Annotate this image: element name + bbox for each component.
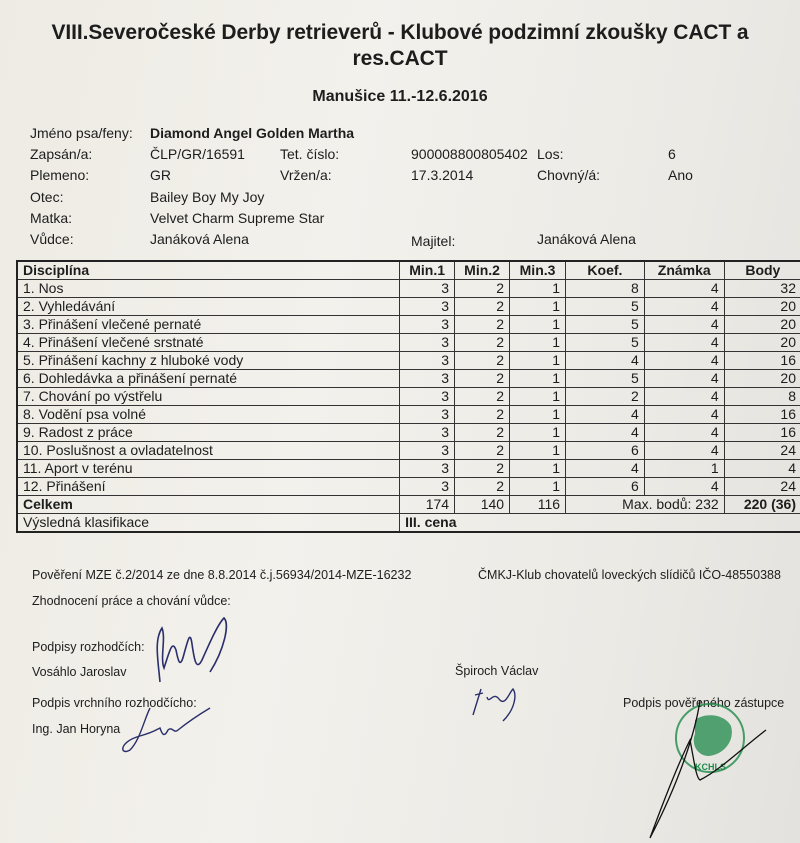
koef-cell: 4 bbox=[566, 460, 645, 478]
min1-cell: 3 bbox=[400, 352, 455, 370]
min3-cell: 1 bbox=[510, 352, 566, 370]
discipline-cell: 5. Přinášení kachny z hluboké vody bbox=[17, 352, 400, 370]
min1-cell: 3 bbox=[400, 406, 455, 424]
koef-cell: 5 bbox=[566, 316, 645, 334]
discipline-cell: 12. Přinášení bbox=[17, 478, 400, 496]
header-koef: Koef. bbox=[566, 261, 645, 280]
znamka-cell: 4 bbox=[644, 478, 724, 496]
breed-value: GR bbox=[150, 167, 171, 183]
total-min3: 116 bbox=[510, 496, 566, 514]
name-label: Jméno psa/feny: bbox=[30, 125, 133, 141]
min1-cell: 3 bbox=[400, 280, 455, 298]
header-min1: Min.1 bbox=[400, 261, 455, 280]
discipline-cell: 1. Nos bbox=[17, 280, 400, 298]
chief-judge-name: Ing. Jan Horyna bbox=[32, 722, 121, 736]
judge-2-signature bbox=[465, 675, 545, 725]
header-body: Body bbox=[724, 261, 800, 280]
znamka-cell: 1 bbox=[644, 460, 724, 478]
body-cell: 24 bbox=[724, 442, 800, 460]
table-header-row bbox=[17, 261, 800, 280]
table-row bbox=[17, 478, 800, 496]
min1-cell: 3 bbox=[400, 460, 455, 478]
owner-label: Majitel: bbox=[411, 233, 456, 249]
total-row bbox=[17, 496, 800, 514]
min2-cell: 2 bbox=[455, 316, 510, 334]
koef-cell: 4 bbox=[566, 424, 645, 442]
table-row bbox=[17, 406, 800, 424]
min1-cell: 3 bbox=[400, 442, 455, 460]
min1-cell: 3 bbox=[400, 388, 455, 406]
representative-label: Podpis pověřeného zástupce bbox=[623, 696, 785, 710]
min3-cell: 1 bbox=[510, 442, 566, 460]
classification-value: III. cena bbox=[400, 514, 800, 533]
koef-cell: 4 bbox=[566, 406, 645, 424]
discipline-cell: 3. Přinášení vlečené pernaté bbox=[17, 316, 400, 334]
lot-value: 6 bbox=[668, 146, 676, 162]
name-value: Diamond Angel Golden Martha bbox=[150, 125, 355, 141]
max-points: Max. bodů: 232 bbox=[566, 496, 725, 514]
evaluation-label: Zhodnocení práce a chování vůdce: bbox=[32, 594, 231, 608]
classification-label: Výsledná klasifikace bbox=[17, 514, 400, 533]
koef-cell: 2 bbox=[566, 388, 645, 406]
discipline-cell: 11. Aport v terénu bbox=[17, 460, 400, 478]
mother-value: Velvet Charm Supreme Star bbox=[150, 210, 325, 226]
min2-cell: 2 bbox=[455, 478, 510, 496]
document-subtitle: Manušice 11.-12.6.2016 bbox=[312, 88, 488, 105]
min3-cell: 1 bbox=[510, 478, 566, 496]
judge-2-name: Špiroch Václav bbox=[455, 664, 539, 678]
representative-signature bbox=[640, 700, 770, 843]
title-line-2: res.CACT bbox=[352, 47, 448, 70]
header-min2: Min.2 bbox=[455, 261, 510, 280]
koef-cell: 5 bbox=[566, 298, 645, 316]
handler-label: Vůdce: bbox=[30, 231, 74, 247]
min1-cell: 3 bbox=[400, 298, 455, 316]
table-row bbox=[17, 460, 800, 478]
registered-label: Zapsán/a: bbox=[30, 146, 93, 162]
min1-cell: 3 bbox=[400, 334, 455, 352]
table-row bbox=[17, 442, 800, 460]
lot-label: Los: bbox=[537, 146, 564, 162]
znamka-cell: 4 bbox=[644, 298, 724, 316]
min3-cell: 1 bbox=[510, 388, 566, 406]
min1-cell: 3 bbox=[400, 316, 455, 334]
min2-cell: 2 bbox=[455, 424, 510, 442]
znamka-cell: 4 bbox=[644, 316, 724, 334]
body-cell: 20 bbox=[724, 316, 800, 334]
discipline-cell: 8. Vodění psa volné bbox=[17, 406, 400, 424]
title-line-1: VIII.Severočeské Derby retrieverů - Klubové podzimní zkoušky CACT a bbox=[51, 21, 749, 44]
min3-cell: 1 bbox=[510, 460, 566, 478]
min3-cell: 1 bbox=[510, 406, 566, 424]
koef-cell: 4 bbox=[566, 352, 645, 370]
min2-cell: 2 bbox=[455, 388, 510, 406]
min2-cell: 2 bbox=[455, 334, 510, 352]
discipline-cell: 4. Přinášení vlečené srstnaté bbox=[17, 334, 400, 352]
min1-cell: 3 bbox=[400, 424, 455, 442]
mother-label: Matka: bbox=[30, 210, 73, 226]
body-cell: 8 bbox=[724, 388, 800, 406]
authorization-text: Pověření MZE č.2/2014 ze dne 8.8.2014 č.j.56934/2014-MZE-16232 bbox=[32, 568, 412, 582]
znamka-cell: 4 bbox=[644, 370, 724, 388]
handler-value: Janáková Alena bbox=[150, 231, 249, 247]
min3-cell: 1 bbox=[510, 334, 566, 352]
total-min1: 174 bbox=[400, 496, 455, 514]
discipline-cell: 10. Poslušnost a ovladatelnost bbox=[17, 442, 400, 460]
breed-label: Plemeno: bbox=[30, 167, 90, 183]
table-row bbox=[17, 316, 800, 334]
body-cell: 20 bbox=[724, 370, 800, 388]
classification-row bbox=[17, 514, 800, 533]
total-min2: 140 bbox=[455, 496, 510, 514]
score-table bbox=[16, 260, 800, 533]
discipline-cell: 7. Chování po výstřelu bbox=[17, 388, 400, 406]
table-row bbox=[17, 388, 800, 406]
min2-cell: 2 bbox=[455, 406, 510, 424]
table-row bbox=[17, 370, 800, 388]
father-label: Otec: bbox=[30, 189, 64, 205]
min3-cell: 1 bbox=[510, 316, 566, 334]
body-cell: 16 bbox=[724, 406, 800, 424]
body-cell: 4 bbox=[724, 460, 800, 478]
koef-cell: 5 bbox=[566, 334, 645, 352]
born-value: 17.3.2014 bbox=[411, 167, 474, 183]
body-cell: 32 bbox=[724, 280, 800, 298]
koef-cell: 6 bbox=[566, 478, 645, 496]
min1-cell: 3 bbox=[400, 478, 455, 496]
judge-1-name: Vosáhlo Jaroslav bbox=[32, 665, 127, 679]
koef-cell: 8 bbox=[566, 280, 645, 298]
min3-cell: 1 bbox=[510, 370, 566, 388]
chief-judge-label: Podpis vrchního rozhodčícho: bbox=[32, 696, 197, 710]
born-label: Vržen/a: bbox=[280, 167, 332, 183]
document-title bbox=[0, 20, 800, 72]
father-value: Bailey Boy My Joy bbox=[150, 189, 265, 205]
header-min3: Min.3 bbox=[510, 261, 566, 280]
body-cell: 16 bbox=[724, 424, 800, 442]
znamka-cell: 4 bbox=[644, 334, 724, 352]
znamka-cell: 4 bbox=[644, 280, 724, 298]
tattoo-label: Tet. číslo: bbox=[280, 146, 340, 162]
svg-text:KCHLS: KCHLS bbox=[695, 762, 726, 772]
owner-value: Janáková Alena bbox=[537, 231, 636, 247]
min2-cell: 2 bbox=[455, 442, 510, 460]
znamka-cell: 4 bbox=[644, 352, 724, 370]
min2-cell: 2 bbox=[455, 460, 510, 478]
table-row bbox=[17, 280, 800, 298]
tattoo-value: 900008800805402 bbox=[411, 146, 528, 162]
discipline-cell: 9. Radost z práce bbox=[17, 424, 400, 442]
body-cell: 20 bbox=[724, 298, 800, 316]
body-cell: 24 bbox=[724, 478, 800, 496]
znamka-cell: 4 bbox=[644, 406, 724, 424]
table-row bbox=[17, 298, 800, 316]
koef-cell: 5 bbox=[566, 370, 645, 388]
min3-cell: 1 bbox=[510, 280, 566, 298]
min3-cell: 1 bbox=[510, 424, 566, 442]
table-row bbox=[17, 352, 800, 370]
min2-cell: 2 bbox=[455, 280, 510, 298]
table-row bbox=[17, 424, 800, 442]
judge-1-signature bbox=[140, 610, 250, 690]
znamka-cell: 4 bbox=[644, 442, 724, 460]
min2-cell: 2 bbox=[455, 298, 510, 316]
discipline-cell: 6. Dohledávka a přinášení pernaté bbox=[17, 370, 400, 388]
min2-cell: 2 bbox=[455, 370, 510, 388]
breeding-label: Chovný/á: bbox=[537, 167, 601, 183]
body-cell: 16 bbox=[724, 352, 800, 370]
breeding-value: Ano bbox=[668, 167, 693, 183]
min2-cell: 2 bbox=[455, 352, 510, 370]
znamka-cell: 4 bbox=[644, 388, 724, 406]
table-row bbox=[17, 334, 800, 352]
koef-cell: 6 bbox=[566, 442, 645, 460]
discipline-cell: 2. Vyhledávání bbox=[17, 298, 400, 316]
min3-cell: 1 bbox=[510, 298, 566, 316]
total-body: 220 (36) bbox=[724, 496, 800, 514]
znamka-cell: 4 bbox=[644, 424, 724, 442]
total-label: Celkem bbox=[17, 496, 400, 514]
header-discipline: Disciplína bbox=[17, 261, 400, 280]
registered-value: ČLP/GR/16591 bbox=[150, 146, 245, 162]
body-cell: 20 bbox=[724, 334, 800, 352]
chief-judge-signature bbox=[110, 700, 220, 760]
min1-cell: 3 bbox=[400, 370, 455, 388]
judges-label: Podpisy rozhodčích: bbox=[32, 640, 145, 654]
header-znamka: Známka bbox=[644, 261, 724, 280]
club-text: ČMKJ-Klub chovatelů loveckých slídičů IČO-48550388 bbox=[478, 568, 781, 582]
